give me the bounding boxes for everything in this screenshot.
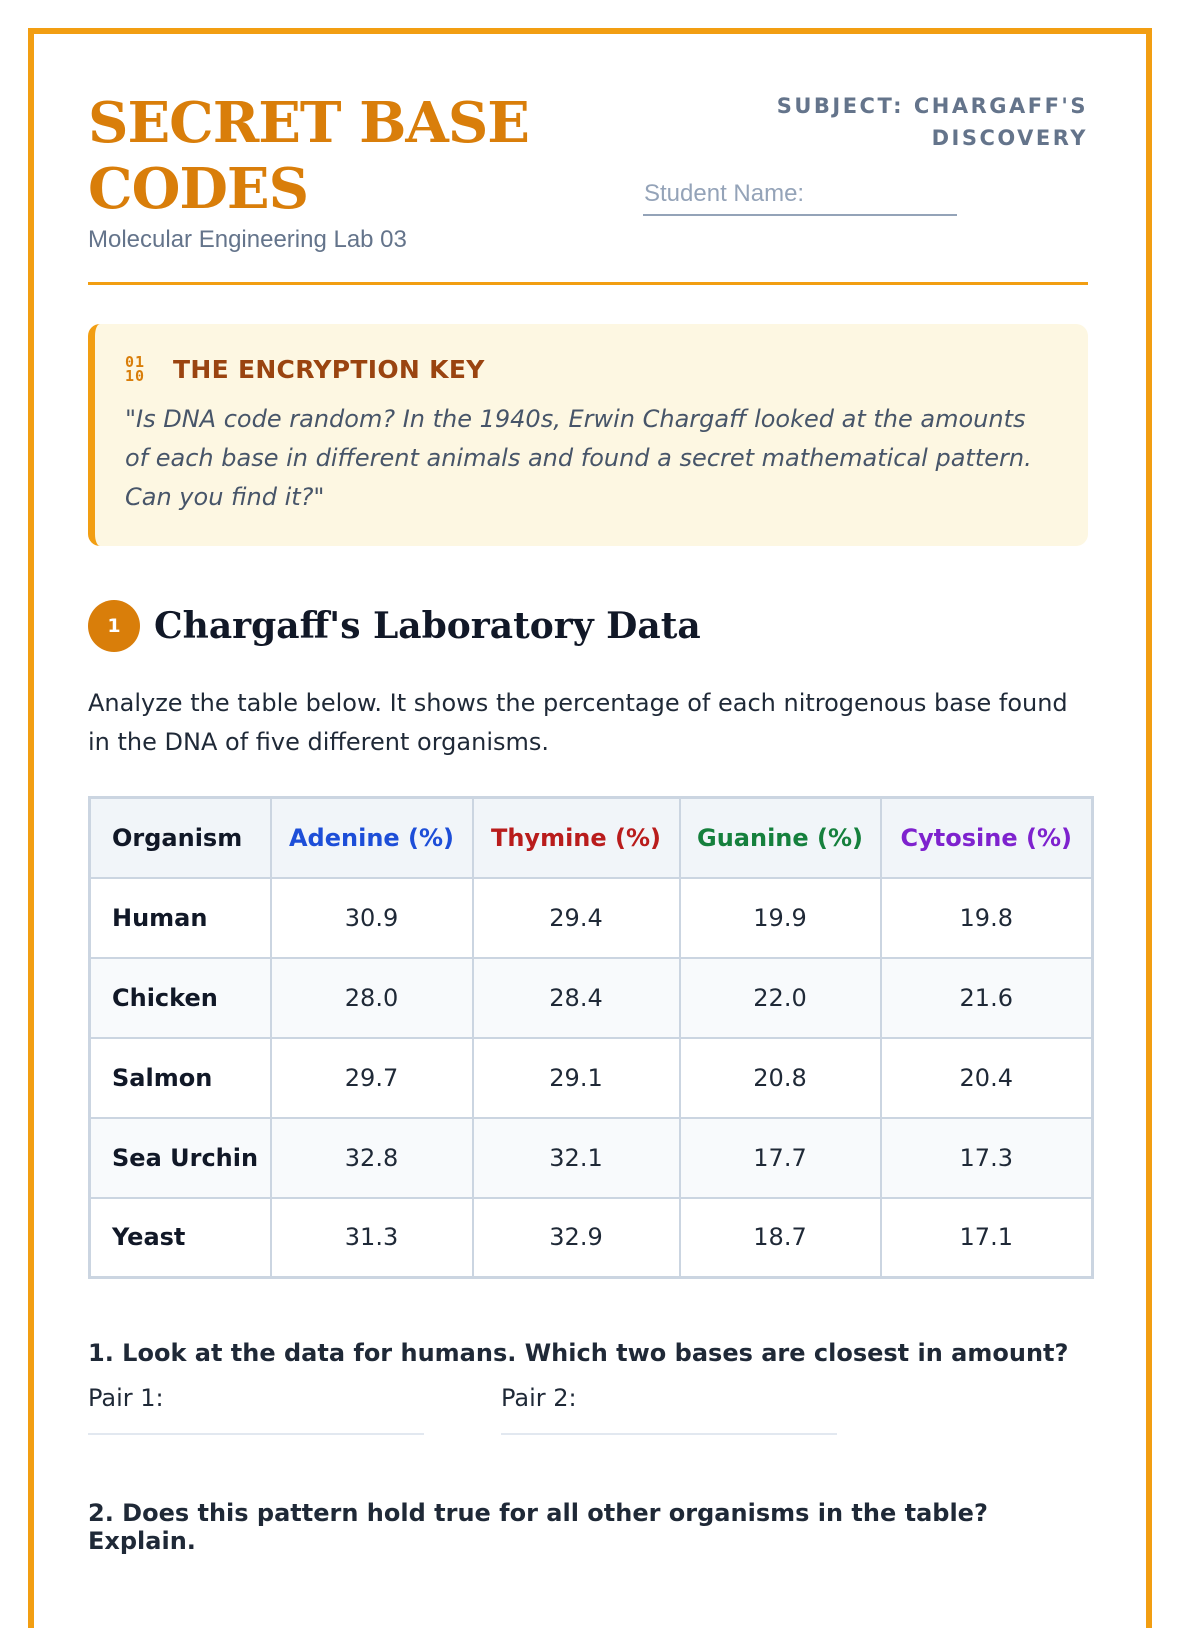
guanine-cell: 22.0 [680,958,881,1038]
cytosine-cell: 19.8 [881,878,1093,958]
cytosine-cell: 17.3 [881,1118,1093,1198]
column-header-thymine: Thymine (%) [473,798,680,878]
table-row [90,1118,1093,1198]
guanine-cell: 18.7 [680,1198,881,1278]
adenine-cell: 32.8 [271,1118,473,1198]
thymine-cell: 29.4 [473,878,680,958]
chargaff-data-table [88,796,1094,1279]
organism-cell: Sea Urchin [90,1118,271,1198]
thymine-cell: 28.4 [473,958,680,1038]
encryption-key-callout [88,324,1088,546]
column-header-organism: Organism [90,798,271,878]
question-1: 1. Look at the data for humans. Which two bases are closest in amount? [88,1339,1069,1367]
page-subtitle: Molecular Engineering Lab 03 [88,226,407,253]
organism-cell: Human [90,878,271,958]
cytosine-cell: 17.1 [881,1198,1093,1278]
pair-2-answer-field[interactable]: Pair 2: [501,1378,837,1435]
column-header-guanine: Guanine (%) [680,798,881,878]
organism-cell: Salmon [90,1038,271,1118]
question-2: 2. Does this pattern hold true for all other organisms in the table? Explain. [88,1499,988,1555]
section-1-header [88,600,701,652]
binary-icon: 01 10 [125,353,146,385]
cytosine-cell: 20.4 [881,1038,1093,1118]
section-title: Chargaff's Laboratory Data [154,605,701,647]
table-header-row [90,798,1093,878]
student-name-field[interactable]: Student Name: [643,180,957,216]
guanine-cell: 19.9 [680,878,881,958]
section-number-badge: 1 [88,600,140,652]
cytosine-cell: 21.6 [881,958,1093,1038]
callout-header [125,352,1054,386]
adenine-cell: 30.9 [271,878,473,958]
worksheet-page [28,28,1152,1628]
column-header-cytosine: Cytosine (%) [881,798,1093,878]
pair-1-answer-field[interactable]: Pair 1: [88,1378,424,1435]
table-row [90,1198,1093,1278]
column-header-adenine: Adenine (%) [271,798,473,878]
thymine-cell: 29.1 [473,1038,680,1118]
organism-cell: Chicken [90,958,271,1038]
adenine-cell: 28.0 [271,958,473,1038]
guanine-cell: 20.8 [680,1038,881,1118]
table-row [90,878,1093,958]
header-divider [88,282,1088,285]
callout-title: THE ENCRYPTION KEY [173,354,485,384]
adenine-cell: 31.3 [271,1198,473,1278]
page-title: SECRET BASE CODES [88,90,529,222]
section-intro: Analyze the table below. It shows the percentage of each nitrogenous base found in the DNA of five different organisms. [88,689,1068,756]
thymine-cell: 32.9 [473,1198,680,1278]
table-row [90,1038,1093,1118]
adenine-cell: 29.7 [271,1038,473,1118]
subject-label: SUBJECT: CHARGAFF'S DISCOVERY [776,94,1088,150]
table-row [90,958,1093,1038]
callout-text: "Is DNA code random? In the 1940s, Erwin Chargaff looked at the amounts of each base in different animals and found a secret mathematical pattern. Can you find it?" [125,405,1032,511]
thymine-cell: 32.1 [473,1118,680,1198]
guanine-cell: 17.7 [680,1118,881,1198]
organism-cell: Yeast [90,1198,271,1278]
